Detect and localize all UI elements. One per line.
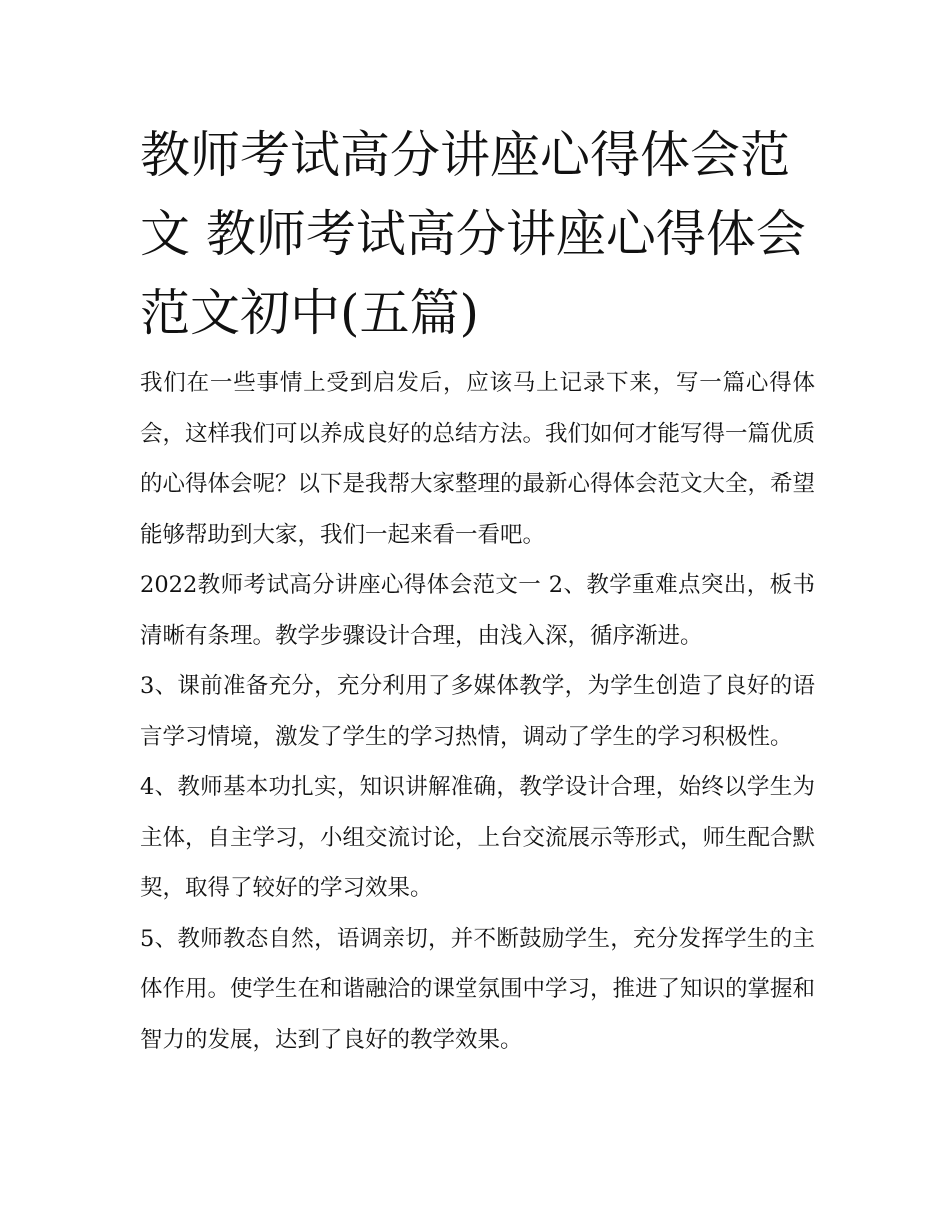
- paragraph-point-4: 4、教师基本功扎实，知识讲解准确，教学设计合理，始终以学生为主体，自主学习，小组交流讨论，上台交流展示等形式，师生配合默契，取得了较好的学习效果。: [140, 774, 816, 901]
- paragraph-intro: 我们在一些事情上受到启发后，应该马上记录下来，写一篇心得体会，这样我们可以养成良好的总结方法。我们如何才能写得一篇优质的心得体会呢？以下是我帮大家整理的最新心得体会范文大全，希望能够帮助到大家，我们一起来看一看吧。: [140, 370, 816, 548]
- document-title: 教师考试高分讲座心得体会范文 教师考试高分讲座心得体会范文初中(五篇): [140, 126, 806, 342]
- paragraph-point-2: 2022教师考试高分讲座心得体会范文一 2、教学重难点突出，板书清晰有条理。教学步骤设计合理，由浅入深，循序渐进。: [140, 572, 815, 649]
- paragraph-point-3: 3、课前准备充分，充分利用了多媒体教学，为学生创造了良好的语言学习情境，激发了学生的学习热情，调动了学生的学习积极性。: [140, 673, 815, 750]
- paragraph-point-5: 5、教师教态自然，语调亲切，并不断鼓励学生，充分发挥学生的主体作用。使学生在和谐融洽的课堂氛围中学习，推进了知识的掌握和智力的发展，达到了良好的教学效果。: [140, 925, 816, 1053]
- document-body: [140, 358, 815, 1065]
